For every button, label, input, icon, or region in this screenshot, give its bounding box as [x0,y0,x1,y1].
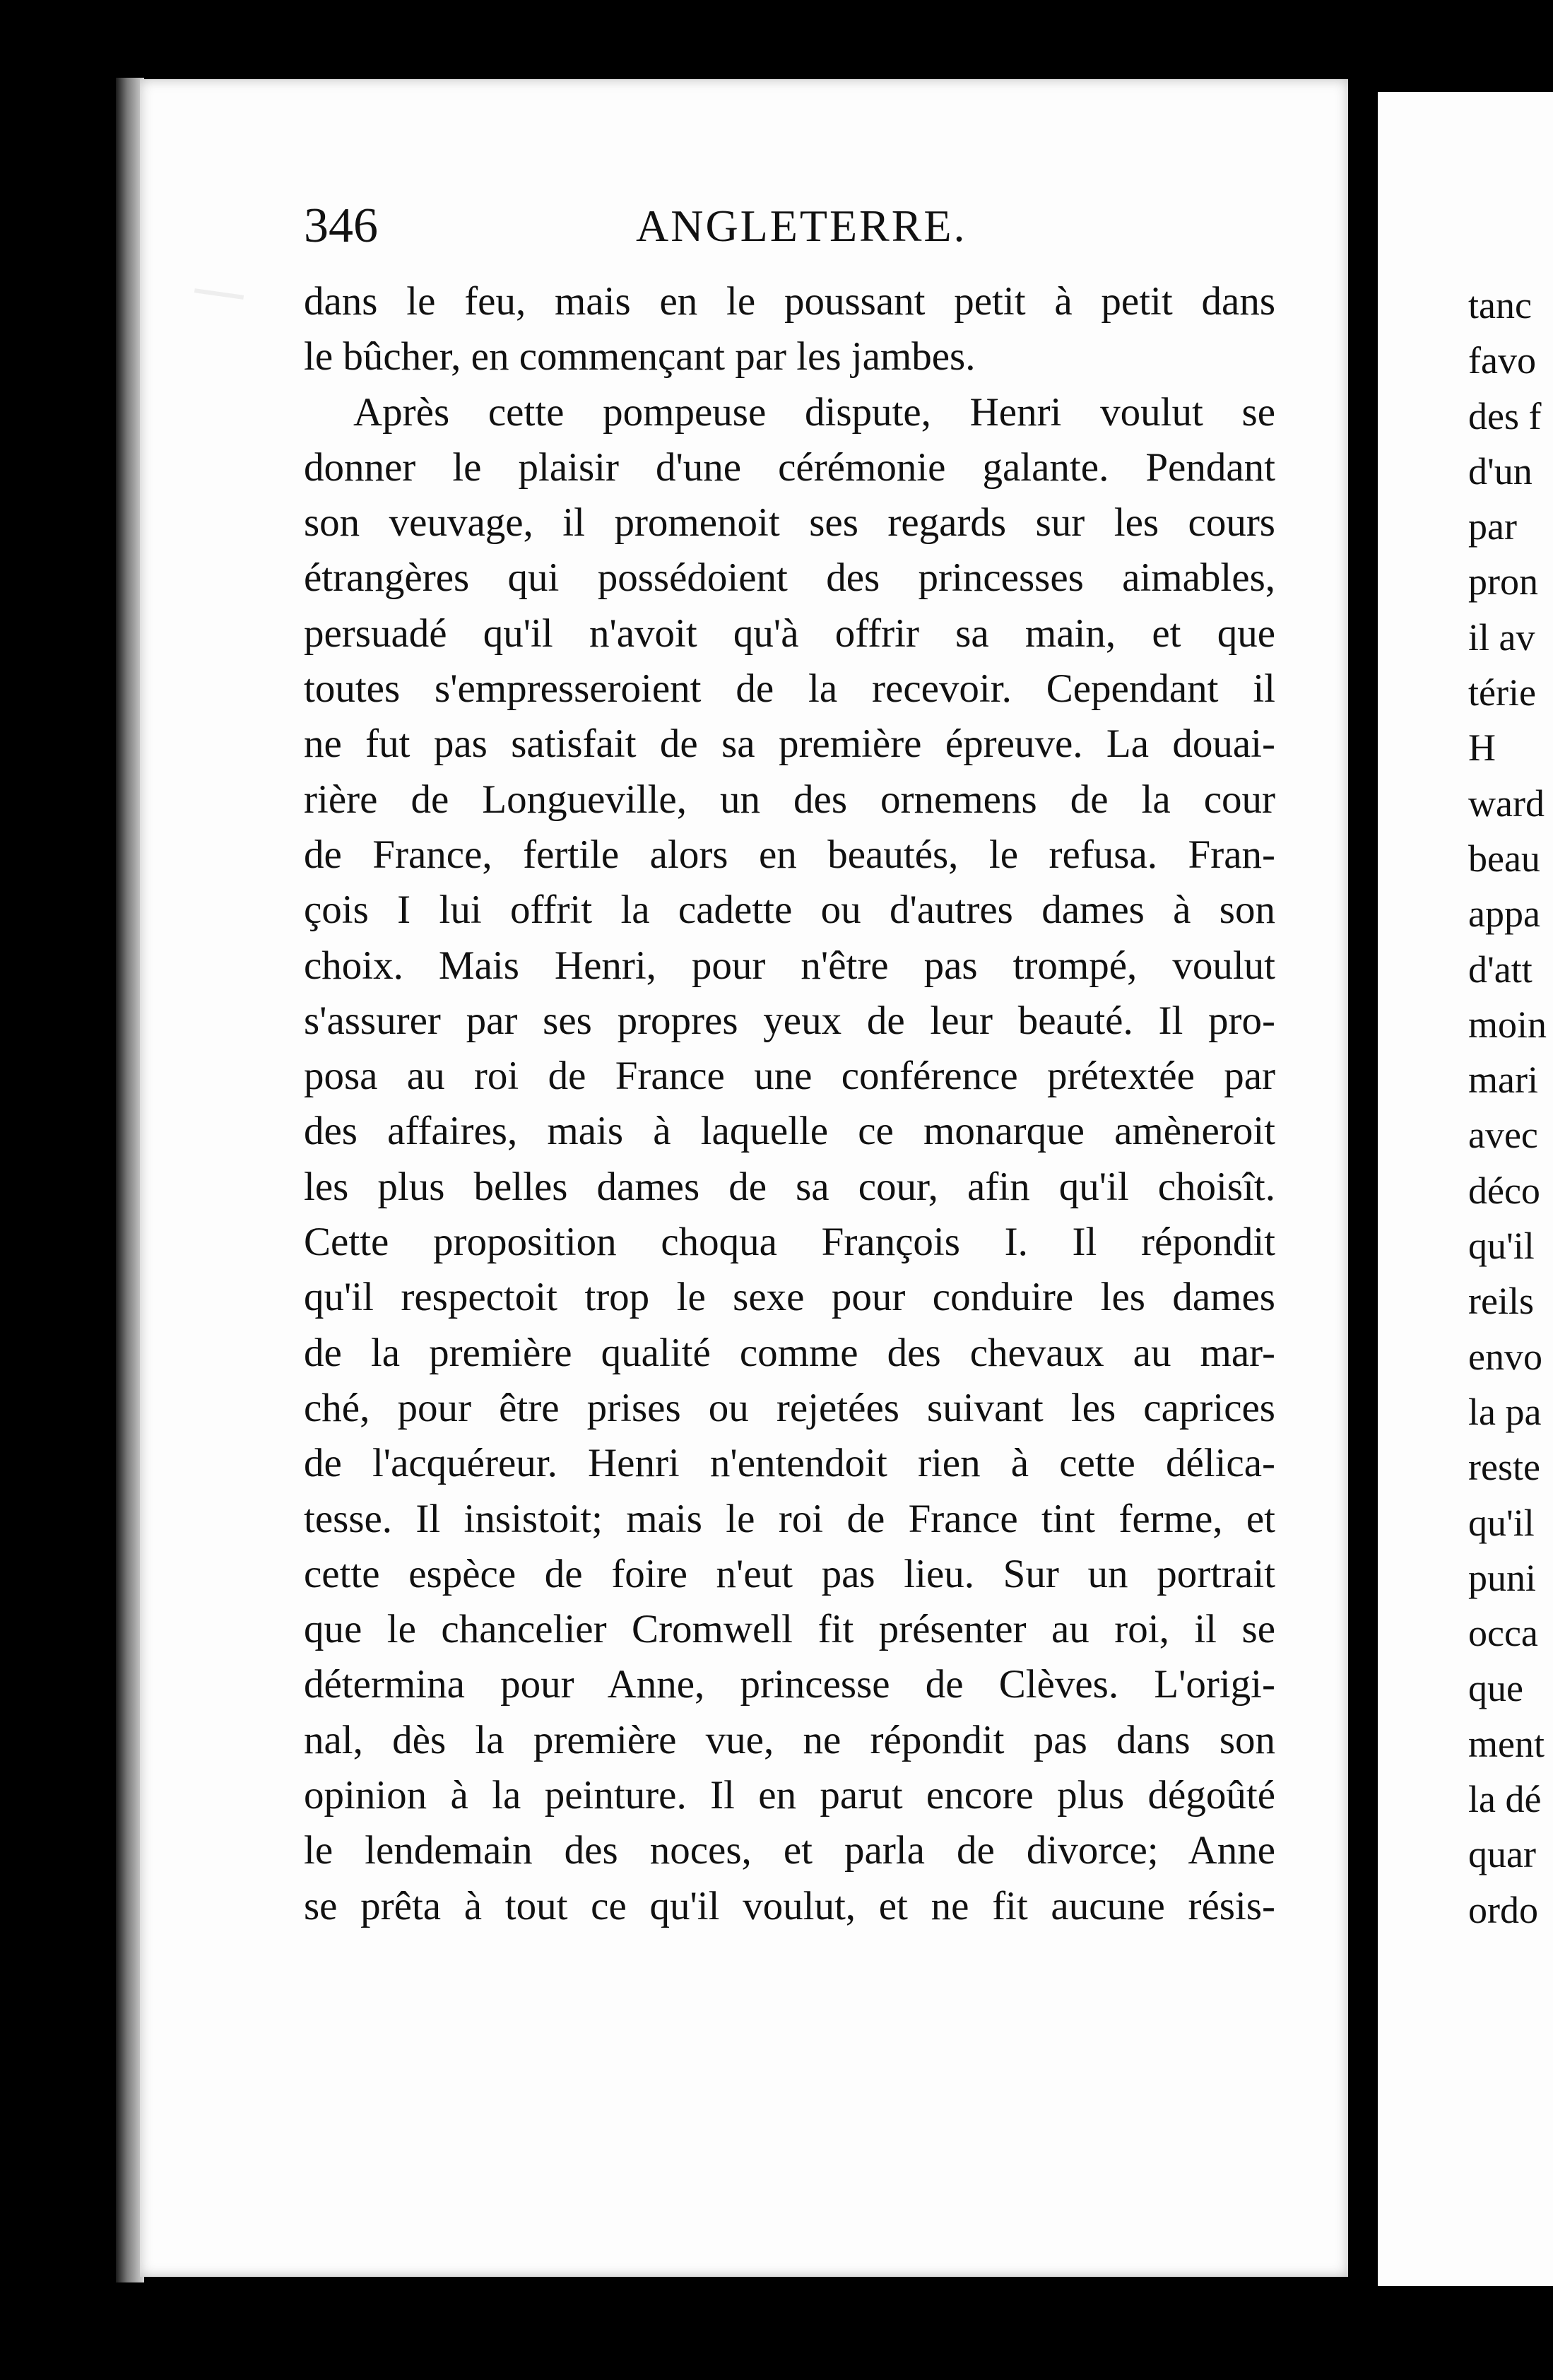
text-line: cette espèce de foire n'eut pas lieu. Sur un portrait [304,1551,1275,1596]
text-line: persuadé qu'il n'avoit qu'à offrir sa main, et que [304,611,1275,656]
facing-line: reils [1468,1280,1534,1323]
text-line: opinion à la peinture. Il en parut encore plus dégoûté [304,1773,1275,1818]
text-line: que le chancelier Cromwell fit présenter au roi, il se [304,1607,1275,1652]
text-line: le bûcher, en commençant par les jambes. [304,334,976,379]
text-line: les plus belles dames de sa cour, afin qu'il choisît. [304,1164,1275,1209]
text-line: s'assurer par ses propres yeux de leur beauté. Il pro- [304,998,1275,1043]
text-line: nal, dès la première vue, ne répondit pas dans son [304,1717,1275,1762]
facing-line: d'un [1468,449,1533,493]
text-line: de l'acquéreur. Henri n'entendoit rien à cette délica- [304,1441,1275,1486]
text-line: posa au roi de France une conférence prétextée par [304,1054,1275,1099]
facing-line: la pa [1468,1390,1542,1433]
facing-line: ward [1468,782,1545,825]
facing-line: que [1468,1667,1523,1710]
text-line: étrangères qui possédoient des princesses aimables, [304,555,1275,601]
text-line: choix. Mais Henri, pour n'être pas trompé, voulut [304,943,1275,988]
facing-line: des f [1468,394,1542,437]
facing-line: ordo [1468,1888,1538,1931]
text-line: son veuvage, il promenoit ses regards sur les cours [304,500,1275,546]
facing-line: reste [1468,1446,1540,1489]
facing-line: appa [1468,892,1540,936]
body-text [304,274,1275,1934]
facing-line: H [1468,726,1496,770]
text-line: tesse. Il insistoit; mais le roi de France tint ferme, et [304,1496,1275,1541]
facing-line: beau [1468,837,1540,880]
facing-line: quar [1468,1833,1536,1876]
text-line: toutes s'empresseroient de la recevoir. Cependant il [304,666,1275,712]
facing-line: puni [1468,1556,1537,1599]
facing-line: mari [1468,1059,1538,1102]
text-line: Après cette pompeuse dispute, Henri voulut se [353,389,1275,435]
facing-line: d'att [1468,948,1533,991]
text-line: de France, fertile alors en beautés, le refusa. Fran- [304,832,1275,877]
facing-line: tanc [1468,284,1532,326]
text-line: des affaires, mais à laquelle ce monarque amèneroit [304,1109,1275,1154]
facing-line: favo [1468,339,1536,382]
text-line: qu'il respectoit trop le sexe pour conduire les dames [304,1275,1275,1320]
page-number: 346 [304,199,378,253]
running-head: ANGLETERRE. [636,201,967,251]
facing-line: la dé [1468,1778,1542,1821]
facing-line: qu'il [1468,1225,1535,1268]
facing-line: qu'il [1468,1501,1535,1544]
text-line: détermina pour Anne, princesse de Clèves. L'origi- [304,1662,1275,1707]
facing-line: moin [1468,1003,1547,1046]
facing-page-text [1468,278,1553,1938]
text-line: rière de Longueville, un des ornemens de la cour [304,777,1275,822]
facing-line: avec [1468,1114,1538,1157]
facing-line: ment [1468,1722,1545,1765]
facing-line: térie [1468,671,1536,714]
text-line: de la première qualité comme des chevaux au mar- [304,1330,1275,1375]
text-line: le lendemain des noces, et parla de divorce; Anne [304,1828,1275,1873]
text-line: se prêta à tout ce qu'il voulut, et ne fit aucune résis- [304,1883,1275,1928]
text-line: Cette proposition choqua François I. Il répondit [304,1220,1275,1265]
facing-line: il av [1468,615,1535,659]
text-line: donner le plaisir d'une cérémonie galante. Pendant [304,444,1275,490]
text-line: ché, pour être prises ou rejetées suivant les caprices [304,1385,1275,1430]
facing-line: par [1468,505,1517,548]
facing-line: occa [1468,1612,1538,1655]
text-line: dans le feu, mais en le poussant petit à petit dans [304,279,1275,324]
text-line: ne fut pas satisfait de sa première épreuve. La douai- [304,721,1275,767]
facing-line: envo [1468,1335,1542,1378]
page-header [304,194,1265,258]
facing-line: pron [1468,560,1538,603]
text-line: çois I lui offrit la cadette ou d'autres dames à son [304,888,1275,933]
facing-line: déco [1468,1169,1540,1212]
